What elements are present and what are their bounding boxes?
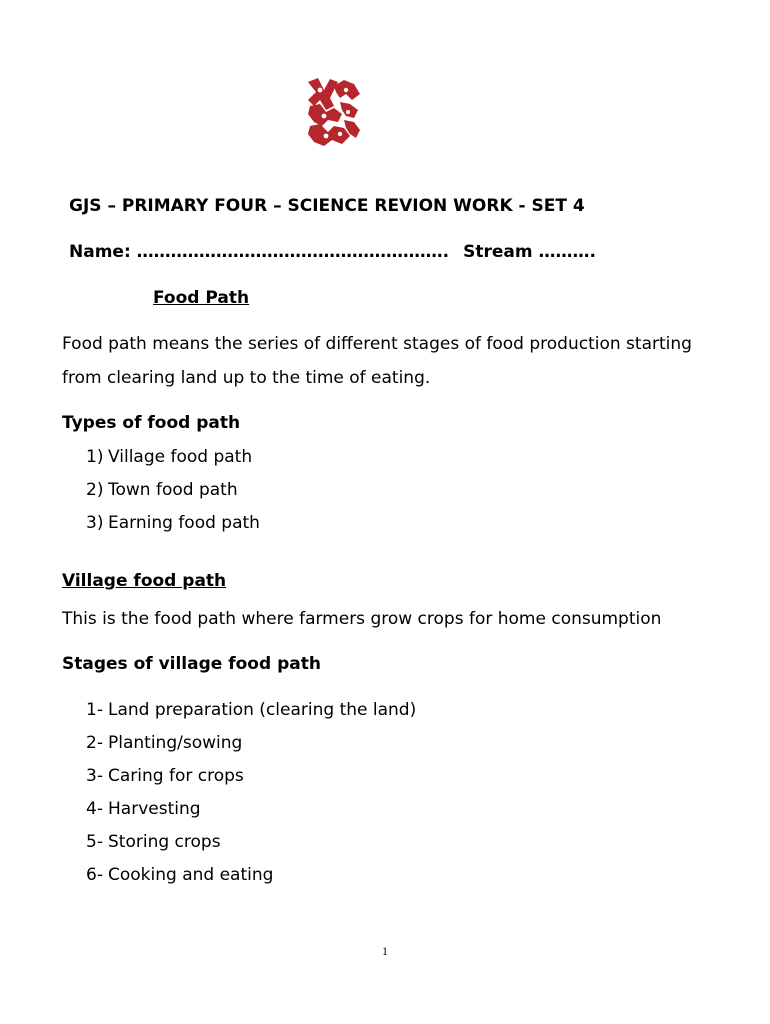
list-item xyxy=(86,859,416,892)
list-number: 1) xyxy=(86,447,104,467)
types-list xyxy=(86,441,260,540)
stream-field: Stream ………. xyxy=(463,242,596,262)
page-number: 1 xyxy=(382,944,388,958)
list-number: 3- xyxy=(86,766,103,786)
document-title: GJS – PRIMARY FOUR – SCIENCE REVION WORK - SET 4 xyxy=(69,196,585,216)
list-number: 3) xyxy=(86,513,104,533)
list-number: 2) xyxy=(86,480,104,500)
village-food-path-definition: This is the food path where farmers grow crops for home consumption xyxy=(62,609,662,629)
definition-line: from clearing land up to the time of eating. xyxy=(62,368,431,388)
food-path-definition xyxy=(62,327,692,395)
name-field: Name: ………………………………………………. xyxy=(69,242,450,262)
list-item xyxy=(86,760,416,793)
name-stream-line xyxy=(69,242,596,262)
definition-line: Food path means the series of different stages of food production starting xyxy=(62,334,692,354)
list-text: Harvesting xyxy=(108,799,201,819)
list-number: 6- xyxy=(86,865,103,885)
list-item xyxy=(86,826,416,859)
list-item xyxy=(86,507,260,540)
school-crest-icon xyxy=(304,76,364,148)
list-text: Planting/sowing xyxy=(108,733,243,753)
list-text: Town food path xyxy=(108,480,238,500)
list-text: Village food path xyxy=(108,447,253,467)
list-item xyxy=(86,694,416,727)
list-text: Cooking and eating xyxy=(108,865,274,885)
list-number: 2- xyxy=(86,733,103,753)
stages-heading: Stages of village food path xyxy=(62,654,321,674)
list-item xyxy=(86,793,416,826)
stages-list xyxy=(86,694,416,892)
list-text: Earning food path xyxy=(108,513,260,533)
list-item xyxy=(86,727,416,760)
types-heading: Types of food path xyxy=(62,413,241,433)
list-item xyxy=(86,474,260,507)
list-text: Land preparation (clearing the land) xyxy=(108,700,417,720)
food-path-heading: Food Path xyxy=(153,288,250,308)
list-number: 1- xyxy=(86,700,103,720)
village-food-path-heading: Village food path xyxy=(62,571,227,591)
list-number: 4- xyxy=(86,799,103,819)
list-text: Storing crops xyxy=(108,832,221,852)
list-text: Caring for crops xyxy=(108,766,244,786)
list-item xyxy=(86,441,260,474)
list-number: 5- xyxy=(86,832,103,852)
